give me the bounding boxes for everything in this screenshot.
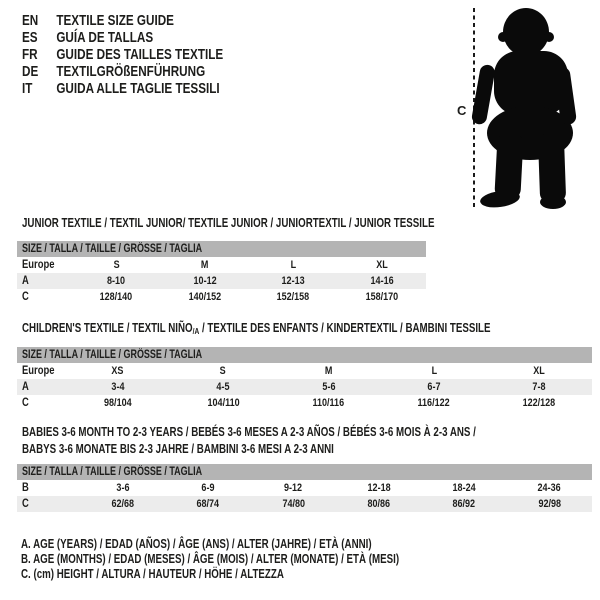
size-column-header: S (220, 365, 227, 377)
size-column-header: M (200, 259, 209, 271)
table-title-text: JUNIOR TEXTILE / TEXTIL JUNIOR/ TEXTILE JUNIOR / JUNIORTEXTIL / JUNIOR TESSILE (22, 216, 435, 230)
height-measure-label: C (457, 103, 467, 118)
size-value: 128/140 (99, 291, 133, 303)
children-table-title (22, 320, 491, 340)
language-code: FR (22, 46, 38, 63)
toddler-silhouette-icon (450, 5, 595, 210)
row-label: C (22, 291, 29, 303)
junior-size-table (17, 241, 426, 305)
language-title-list (22, 12, 223, 97)
language-code: IT (22, 80, 33, 97)
size-value: 6-7 (427, 381, 441, 393)
language-title: GUÍA DE TALLAS (56, 29, 154, 46)
title-subscript: /A (192, 326, 200, 336)
language-code: EN (22, 12, 39, 29)
table-title-text: CHILDREN'S TEXTILE / TEXTIL NIÑO (22, 321, 193, 335)
language-title: GUIDA ALLE TAGLIE TESSILI (56, 80, 220, 97)
size-header-bar: SIZE / TALLA / TAILLE / GRÖSSE / TAGLIA (17, 241, 426, 257)
size-value: 9-12 (284, 482, 303, 494)
row-label: C (22, 397, 29, 409)
language-row (22, 63, 223, 80)
language-row (22, 29, 223, 46)
size-value: 3-6 (116, 482, 130, 494)
babies-table-title (22, 424, 476, 458)
region-label: Europe (22, 259, 55, 271)
size-column-header: L (431, 365, 437, 377)
measurement-row (17, 289, 426, 305)
children-size-table (17, 347, 592, 411)
size-header-bar: SIZE / TALLA / TAILLE / GRÖSSE / TAGLIA (17, 464, 592, 480)
size-value: 68/74 (196, 498, 220, 510)
region-label: Europe (22, 365, 55, 377)
table-title-line1: BABIES 3-6 MONTH TO 2-3 YEARS / BEBÉS 3-6 MESES A 2-3 AÑOS / BÉBÉS 3-6 MOIS À 2-3 ANS / (22, 425, 476, 439)
size-value: 3-4 (111, 381, 125, 393)
legend-line-a: A. AGE (YEARS) / EDAD (AÑOS) / ÂGE (ANS) / ALTER (JAHRE) / ETÀ (ANNI) (21, 537, 372, 551)
size-value: 18-24 (452, 482, 476, 494)
measurement-row (17, 395, 592, 411)
size-value: 10-12 (193, 275, 217, 287)
size-value: 104/110 (207, 397, 240, 409)
size-value: 152/158 (276, 291, 310, 303)
size-value: 14-16 (370, 275, 394, 287)
measure-legend (21, 537, 399, 582)
size-value: 140/152 (188, 291, 222, 303)
size-value: 110/116 (312, 397, 345, 409)
size-header-row (17, 257, 426, 273)
size-value: 122/128 (523, 397, 556, 409)
size-column-header: XL (533, 365, 546, 377)
language-row (22, 46, 223, 63)
measurement-row (17, 480, 592, 496)
language-code: DE (22, 63, 39, 80)
row-label: A (22, 381, 29, 393)
size-value: 92/98 (538, 498, 561, 510)
size-value: 7-8 (532, 381, 546, 393)
size-column-header: S (113, 259, 120, 271)
size-value: 4-5 (216, 381, 230, 393)
measurement-row (17, 496, 592, 512)
row-label: B (22, 482, 29, 494)
size-value: 86/92 (452, 498, 476, 510)
language-row (22, 80, 223, 97)
row-label: A (22, 275, 29, 287)
language-title: TEXTILE SIZE GUIDE (56, 12, 174, 29)
size-column-header: L (290, 259, 297, 271)
size-value: 12-18 (367, 482, 391, 494)
size-value: 80/86 (367, 498, 390, 510)
size-value: 24-36 (537, 482, 561, 494)
size-column-header: M (324, 365, 333, 377)
size-value: 98/104 (103, 397, 132, 409)
measurement-row (17, 273, 426, 289)
size-value: 12-13 (281, 275, 305, 287)
toddler-silhouette (471, 8, 577, 210)
legend-line-b: B. AGE (MONTHS) / EDAD (MESES) / ÂGE (MOIS) / ALTER (MONATE) / ETÀ (MESI) (21, 552, 400, 566)
legend-line-c: C. (cm) HEIGHT / ALTURA / HAUTEUR / HÖHE / ALTEZZA (21, 567, 284, 581)
size-column-header: XS (111, 365, 124, 377)
size-header-row (17, 363, 592, 379)
language-row (22, 12, 223, 29)
size-value: 62/68 (111, 498, 134, 510)
size-value: 8-10 (107, 275, 126, 287)
language-code: ES (22, 29, 38, 46)
language-title: TEXTILGRÖßENFÜHRUNG (56, 63, 206, 80)
table-title-text: / TEXTILE DES ENFANTS / KINDERTEXTIL / BAMBINI TESSILE (199, 321, 491, 335)
row-label: C (22, 498, 29, 510)
babies-size-table (17, 464, 592, 512)
measurement-row (17, 379, 592, 395)
table-title-line2: BABYS 3-6 MONATE BIS 2-3 JAHRE / BAMBINI 3-6 MESI A 2-3 ANNI (22, 442, 334, 456)
size-column-header: XL (375, 259, 388, 271)
size-value: 5-6 (321, 381, 336, 393)
size-value: 6-9 (201, 482, 215, 494)
size-header-bar: SIZE / TALLA / TAILLE / GRÖSSE / TAGLIA (17, 347, 592, 363)
size-value: 158/170 (365, 291, 399, 303)
junior-table-title (22, 215, 434, 232)
size-value: 116/122 (417, 397, 450, 409)
size-value: 74/80 (282, 498, 305, 510)
language-title: GUIDE DES TAILLES TEXTILE (56, 46, 224, 63)
